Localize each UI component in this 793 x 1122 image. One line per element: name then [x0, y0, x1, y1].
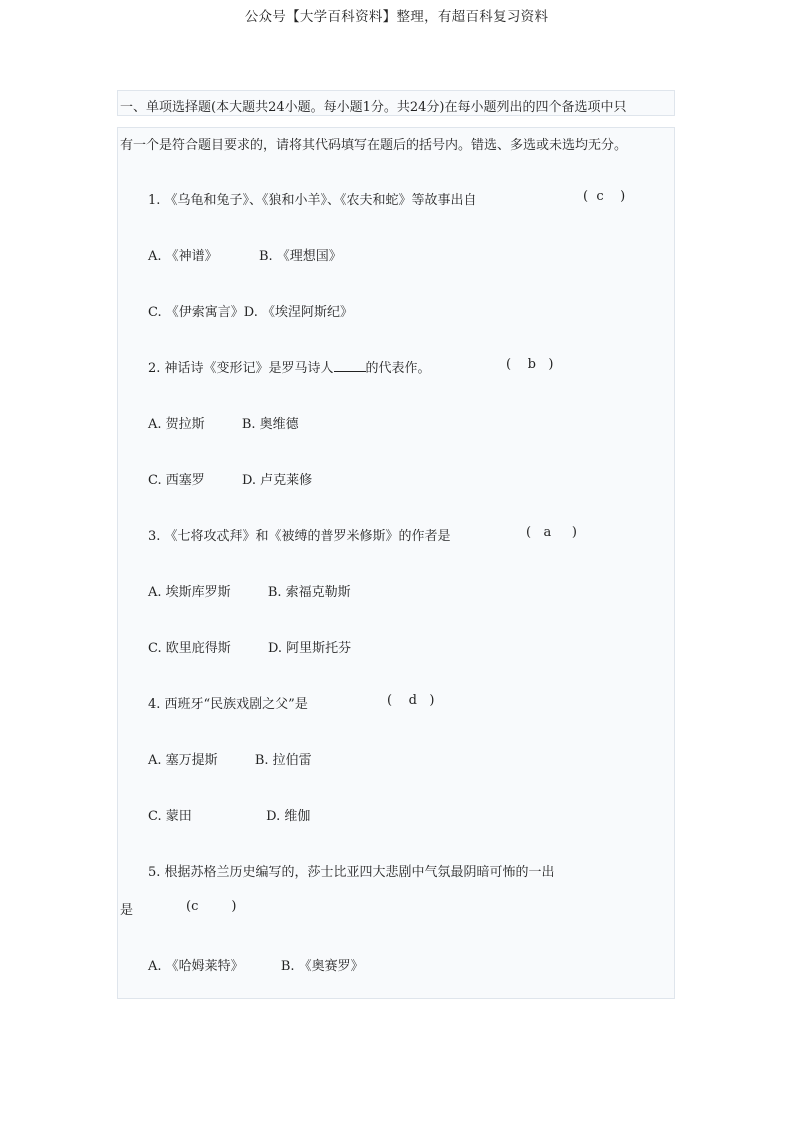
question-1-answer: ( c )	[583, 189, 626, 204]
question-3-options-ab: A. 埃斯库罗斯 B. 索福克勒斯	[148, 585, 351, 600]
question-1-options-ab: A. 《神谱》 B. 《理想国》	[148, 249, 342, 264]
question-5-options-ab: A. 《哈姆莱特》 B. 《奥赛罗》	[148, 959, 364, 974]
section-title: 一、单项选择题(本大题共24小题。每小题1分。共24分)在每小题列出的四个备选项中只	[120, 100, 627, 115]
question-4-options-ab: A. 塞万提斯 B. 拉伯雷	[148, 753, 312, 768]
question-2-stem-after: 的代表作。	[365, 361, 431, 376]
question-5-stem: 5. 根据苏格兰历史编写的，莎士比亚四大悲剧中气氛最阴暗可怖的一出	[148, 865, 555, 880]
question-3-answer: ( a )	[526, 525, 577, 540]
question-1-stem: 1. 《乌龟和兔子》、《狼和小羊》、《农夫和蛇》等故事出自	[148, 193, 477, 208]
question-5-stem-cont: 是	[120, 903, 134, 918]
question-5-answer: (c )	[186, 899, 237, 914]
question-1-options-cd: C. 《伊索寓言》D. 《埃涅阿斯纪》	[148, 305, 353, 320]
question-2-options-ab: A. 贺拉斯 B. 奥维德	[148, 417, 299, 432]
question-4-stem: 4. 西班牙“民族戏剧之父”是	[148, 697, 308, 712]
question-4-answer: ( d )	[387, 693, 435, 708]
question-2-stem	[148, 357, 431, 376]
section-intro: 有一个是符合题目要求的，请将其代码填写在题后的括号内。错选、多选或未选均无分。	[120, 138, 628, 153]
question-3-stem: 3. 《七将攻忒拜》和《被缚的普罗米修斯》的作者是	[148, 529, 451, 544]
question-2-stem-before: 2. 神话诗《变形记》是罗马诗人	[148, 361, 334, 376]
questions-box	[117, 127, 675, 999]
section-title-box	[117, 90, 675, 116]
fill-in-blank	[334, 359, 366, 372]
question-3-options-cd: C. 欧里庇得斯 D. 阿里斯托芬	[148, 641, 352, 656]
question-2-options-cd: C. 西塞罗 D. 卢克莱修	[148, 473, 313, 488]
page-header: 公众号【大学百科资料】整理，有超百科复习资料	[244, 9, 549, 25]
question-4-options-cd: C. 蒙田 D. 维伽	[148, 809, 311, 824]
question-2-answer: ( b )	[506, 357, 554, 372]
